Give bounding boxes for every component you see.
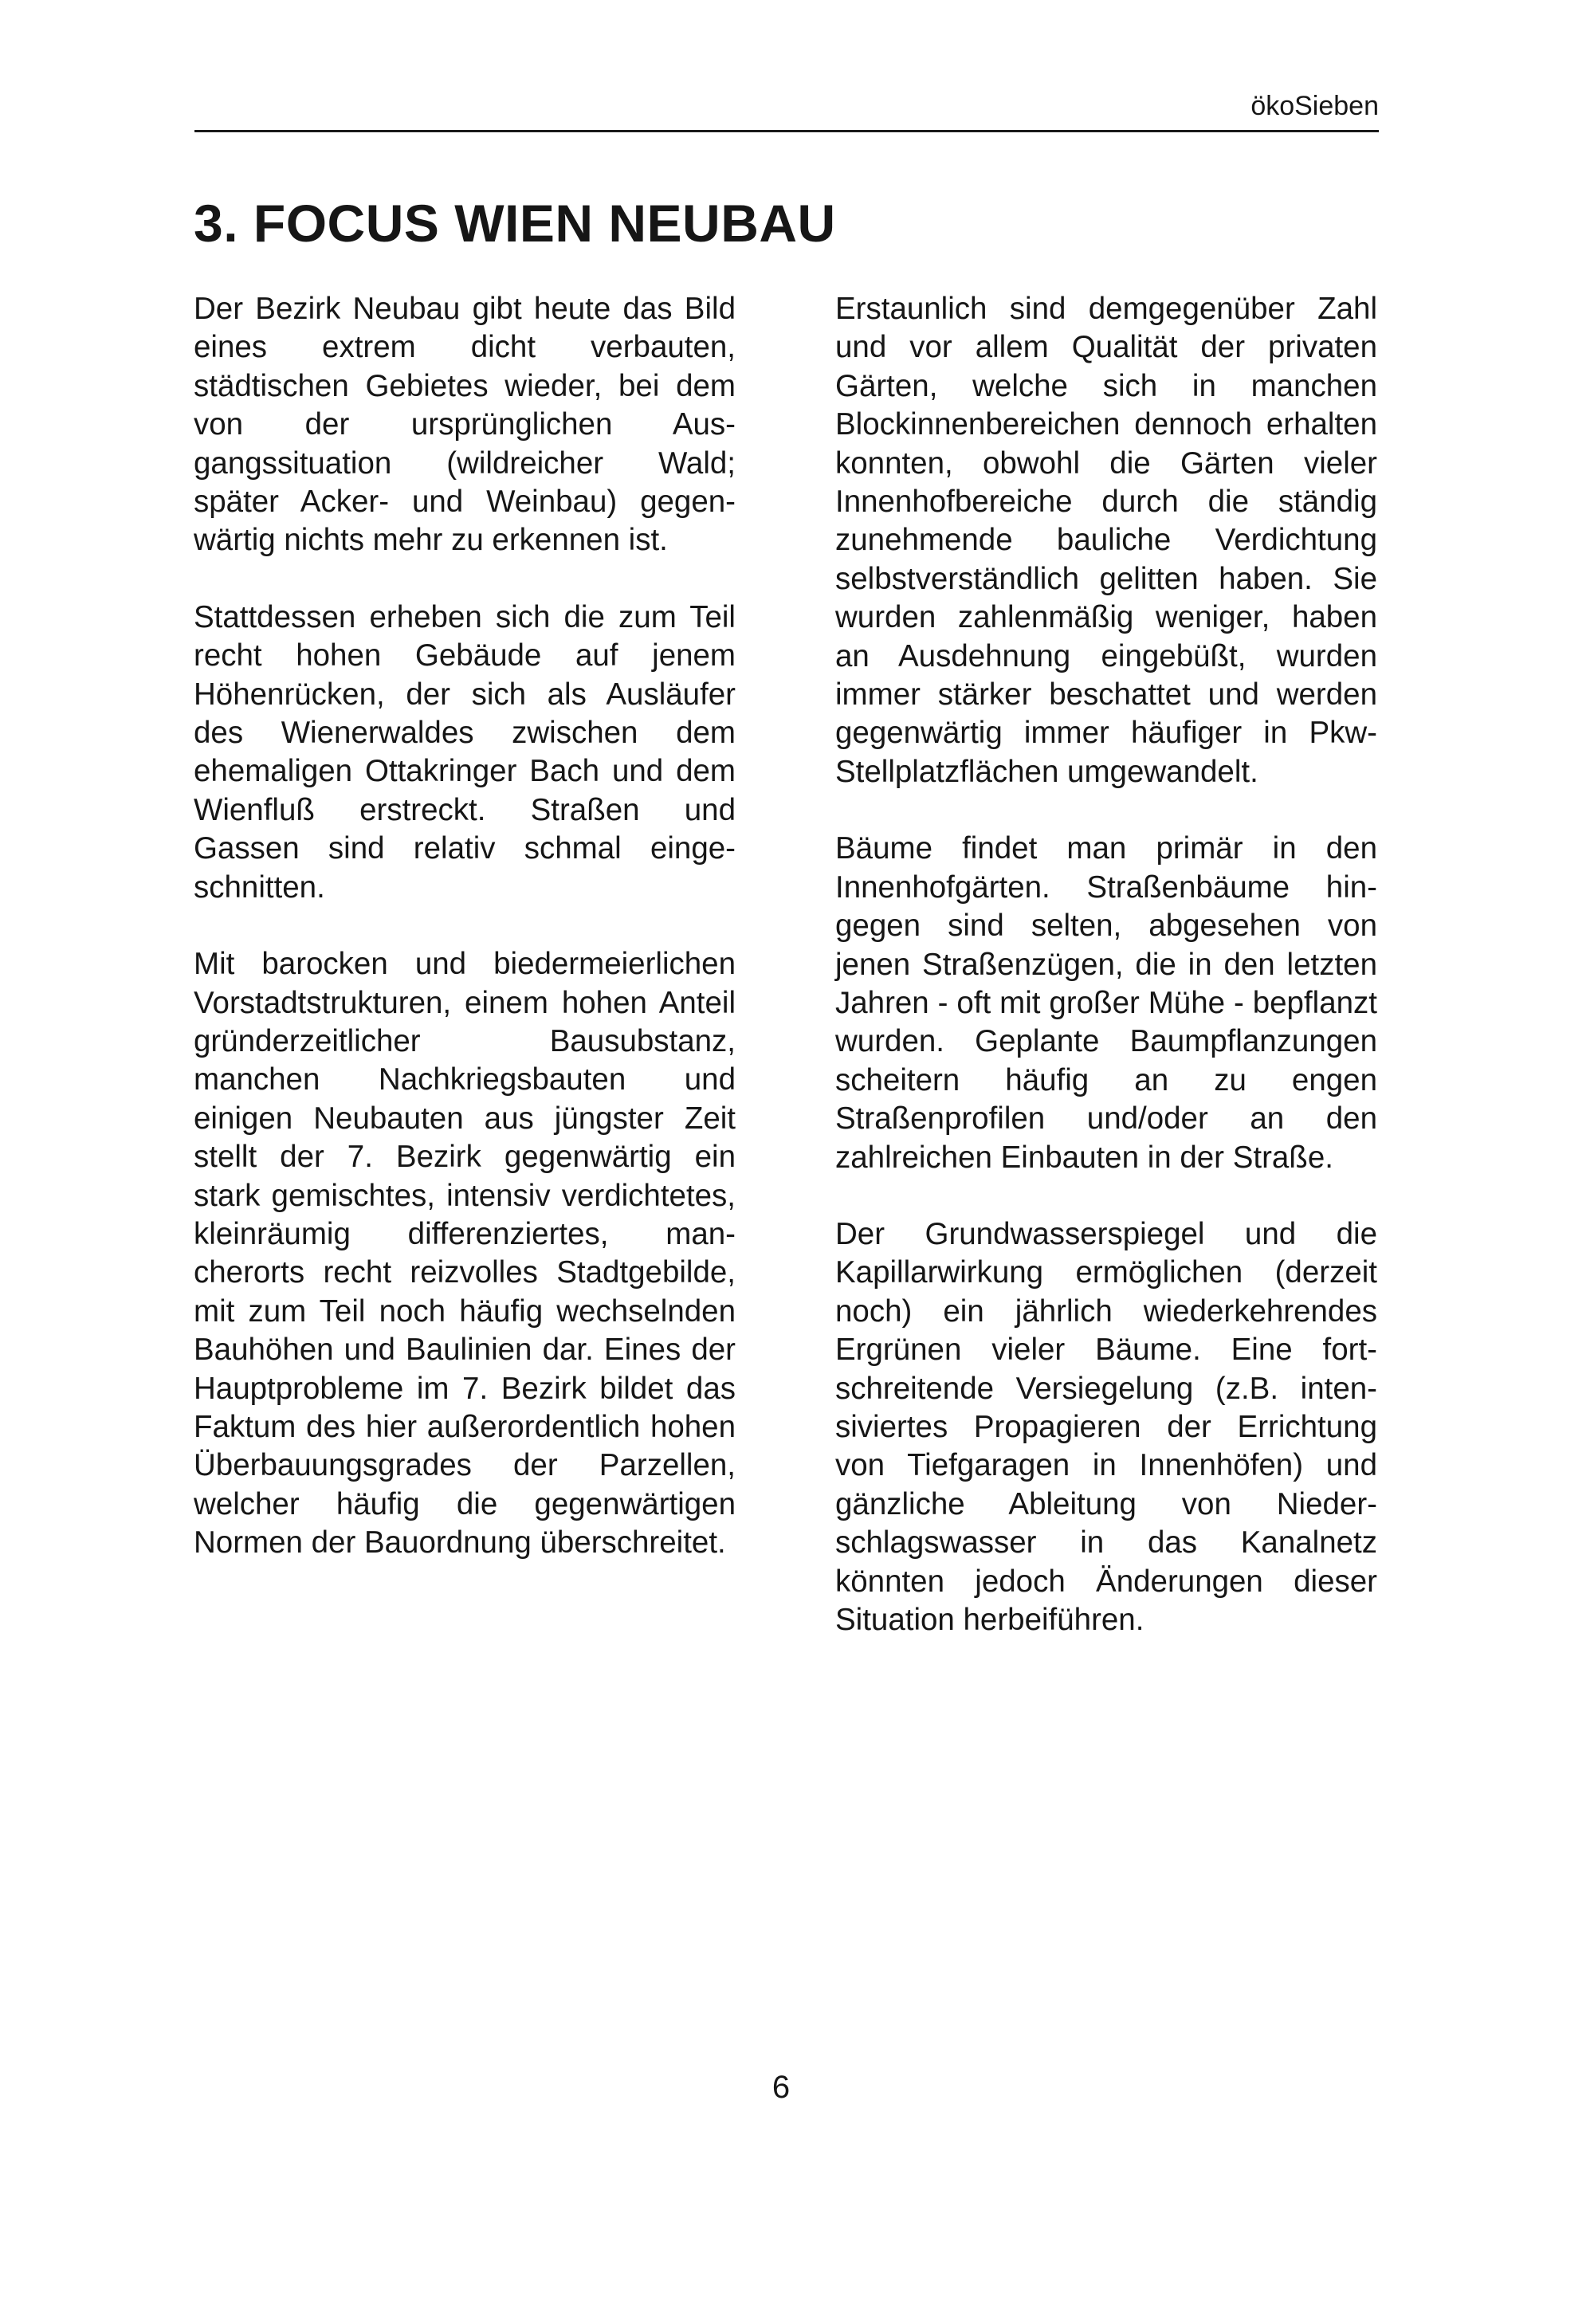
- body-paragraph: Erstaunlich sind demgegenüber Zahl und vor allem Qualität der privaten Gärten, welche sich in manchen Blockinnenbereichen dennoch erhalten konnten, obwohl die Gärten vieler Innenhofbereiche durch die ständig zunehmende bauliche Verdichtung selbstverständlich gelitten haben. Sie wurden zahlenmäßig weniger, haben an Ausdehnung eingebüßt, wurden immer stärker beschattet und werden gegenwärtig immer häufiger in Pkw-Stellplatzflächen umgewandelt.: [835, 292, 1377, 789]
- running-header: ökoSieben: [1250, 91, 1379, 121]
- right-text-column: [835, 290, 1377, 1678]
- body-paragraph: Mit barocken und biedermeierlichen Vorstadtstrukturen, einem hohen Anteil gründerzeitlicher Bausubstanz, manchen Nachkriegsbauten und einigen Neubauten aus jüngster Zeit stellt der 7. Bezirk gegenwärtig ein stark gemischtes, intensiv verdichtetes, kleinräumig differenziertes, mancherorts recht reizvolles Stadtgebilde, mit zum Teil noch häufig wechselnden Bauhöhen und Baulinien dar. Eines der Hauptprobleme im 7. Bezirk bildet das Faktum des hier außerordentlich hohen Überbauungsgrades der Parzellen, welcher häufig die gegenwärtigen Normen der Bauordnung überschreitet.: [194, 947, 736, 1560]
- body-paragraph: Der Bezirk Neubau gibt heute das Bild eines extrem dicht verbauten, städtischen Gebietes wieder, bei dem von der ursprünglichen Ausgangssituation (wildreicher Wald; später Acker- und Weinbau) gegenwärtig nichts mehr zu erkennen ist.: [194, 292, 736, 558]
- header-divider: [194, 130, 1379, 132]
- body-paragraph: Stattdessen erheben sich die zum Teil recht hohen Gebäude auf jenem Höhenrücken, der sich als Ausläufer des Wienerwaldes zwischen dem ehemaligen Ottakringer Bach und dem Wienfluß erstreckt. Straßen und Gassen sind relativ schmal eingeschnitten.: [194, 599, 736, 905]
- left-text-column: [194, 290, 736, 1601]
- page-number: 6: [771, 2070, 791, 2105]
- body-paragraph: Der Grundwasserspiegel und die Kapillarwirkung ermöglichen (derzeit noch) ein jährlich wiederkehrendes Ergrünen vieler Bäume. Eine fortschreitende Versiegelung (z.B. intensiviertes Propagieren der Errichtung von Tiefgaragen in Innenhöfen) und gänzliche Ableitung von Niederschlagswasser in das Kanalnetz könnten jedoch Änderungen dieser Situation herbeiführen.: [835, 1216, 1377, 1637]
- section-title: 3. FOCUS WIEN NEUBAU: [194, 194, 836, 253]
- body-paragraph: Bäume findet man primär in den Innenhofgärten. Straßenbäume hingegen sind selten, abgesehen von jenen Straßenzügen, die in den letzten Jahren - oft mit großer Mühe - bepflanzt wurden. Geplante Baumpflanzungen scheitern häufig an zu engen Straßenprofilen und/oder an den zahlreichen Einbauten in der Straße.: [835, 831, 1377, 1175]
